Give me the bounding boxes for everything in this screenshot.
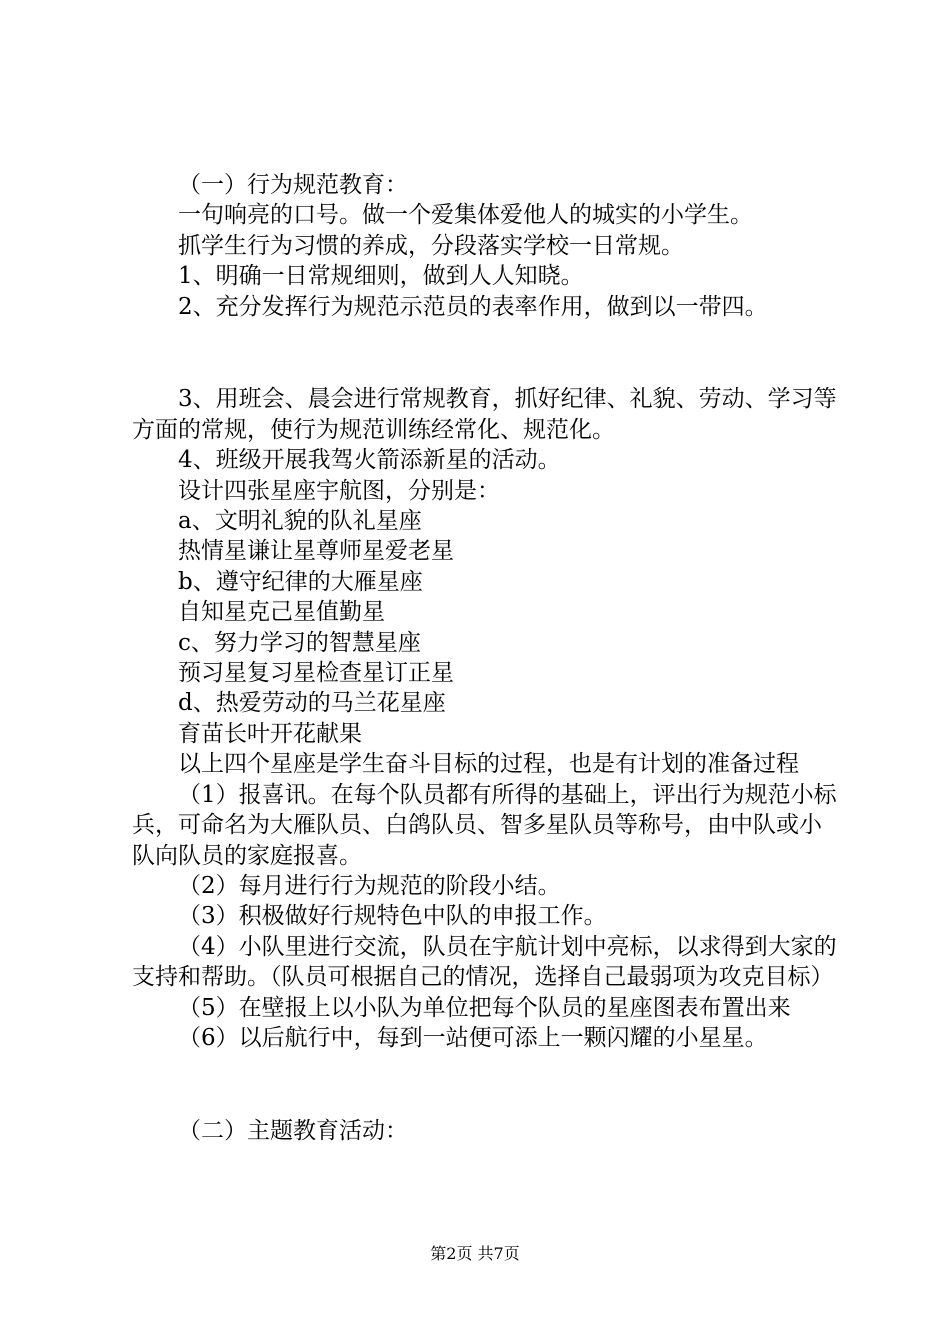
paragraph: 1、明确一日常规细则，做到人人知晓。 [178, 263, 584, 290]
paragraph: 自知星克己星值勤星 [178, 599, 385, 626]
paragraph: 2、充分发挥行为规范示范员的表率作用，做到以一带四。 [178, 293, 768, 320]
page-number: 第2页 共7页 [430, 1244, 520, 1263]
paragraph: 4、班级开展我驾火箭添新星的活动。 [178, 447, 561, 474]
paragraph: b、遵守纪律的大雁星座 [178, 568, 423, 595]
paragraph: 预习星复习星检查星订正星 [178, 660, 454, 687]
paragraph: （二）主题教育活动： [178, 1117, 408, 1144]
page-footer [0, 1244, 950, 1264]
paragraph: （6）以后航行中，每到一站便可添上一颗闪耀的小星星。 [178, 1024, 768, 1051]
paragraph: 以上四个星座是学生奋斗目标的过程，也是有计划的准备过程 [178, 751, 799, 778]
paragraph: 3、用班会、晨会进行常规教育，抓好纪律、礼貌、劳动、学习等方面的常规，使行为规范训练经常化、规范化。 [132, 386, 837, 443]
paragraph: （5）在壁报上以小队为单位把每个队员的星座图表布置出来 [178, 994, 791, 1021]
paragraph: （一）行为规范教育： [178, 172, 408, 198]
paragraph: 育苗长叶开花献果 [178, 720, 362, 747]
blank-line [132, 338, 842, 368]
paragraph: 抓学生行为习惯的养成，分段落实学校一日常规。 [178, 232, 684, 259]
paragraph: a、文明礼貌的队礼星座 [178, 508, 422, 535]
paragraph: c、努力学习的智慧星座 [178, 629, 421, 656]
paragraph: 设计四张星座宇航图，分别是： [178, 477, 500, 504]
blank-line [132, 1069, 842, 1099]
paragraph: 一句响亮的口号。做一个爱集体爱他人的城实的小学生。 [178, 202, 753, 229]
paragraph: d、热爱劳动的马兰花星座 [178, 690, 446, 717]
paragraph: （3）积极做好行规特色中队的申报工作。 [178, 903, 607, 930]
paragraph: （2）每月进行行为规范的阶段小结。 [178, 872, 561, 899]
paragraph: 热情星谦让星尊师星爱老星 [178, 538, 454, 565]
paragraph: （4）小队里进行交流，队员在宇航计划中亮标，以求得到大家的支持和帮助。（队员可根据自己的情况，选择自己最弱项为攻克目标） [132, 933, 837, 991]
document-body [132, 170, 842, 1146]
paragraph: （1）报喜讯。在每个队员都有所得的基础上，评出行为规范小标兵，可命名为大雁队员、白鸽队员、智多星队员等称号，由中队或小队向队员的家庭报喜。 [132, 781, 837, 869]
